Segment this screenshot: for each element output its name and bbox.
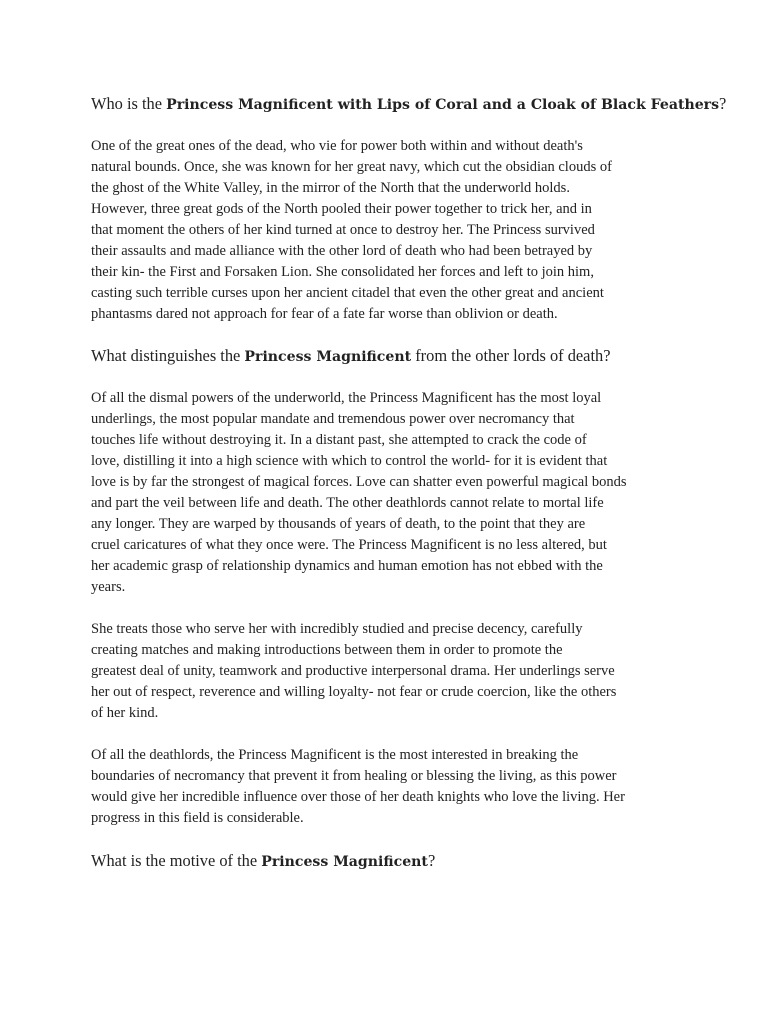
- paragraph-line: the ghost of the White Valley, in the mirror of the North that the underworld holds.: [91, 180, 570, 196]
- heading-who-is-prefix: Who is the: [91, 94, 167, 113]
- paragraph-origin: [91, 136, 691, 325]
- heading-distinguishes: [91, 345, 711, 368]
- heading-distinguishes-prefix: What distinguishes the: [91, 346, 245, 365]
- paragraph-line: progress in this field is considerable.: [91, 810, 304, 826]
- paragraph-line: their assaults and made alliance with the other lord of death who had been betrayed by: [91, 243, 593, 259]
- heading-who-is-suffix: ?: [719, 94, 727, 113]
- paragraph-line: love is by far the strongest of magical forces. Love can shatter even powerful magical bonds: [91, 474, 627, 490]
- paragraph-line: her out of respect, reverence and willing loyalty- not fear or crude coercion, like the others: [91, 684, 617, 700]
- heading-motive-suffix: ?: [427, 851, 436, 870]
- paragraph-line: her academic grasp of relationship dynamics and human emotion has not ebbed with the: [91, 558, 603, 574]
- paragraph-line: Of all the dismal powers of the underworld, the Princess Magnificent has the most loyal: [91, 390, 602, 406]
- heading-motive-prefix: What is the motive of the: [91, 851, 262, 870]
- paragraph-line: cruel caricatures of what they once were. The Princess Magnificent is no less altered, but: [91, 537, 607, 553]
- paragraph-necromancy: [91, 745, 691, 829]
- heading-distinguishes-suffix: from the other lords of death?: [411, 346, 611, 365]
- heading-motive-name: Princess Magnificent: [261, 854, 428, 870]
- paragraph-line: boundaries of necromancy that prevent it from healing or blessing the living, as this power: [91, 768, 617, 784]
- paragraph-line: touches life without destroying it. In a distant past, she attempted to crack the code of: [91, 432, 587, 448]
- paragraph-line: Of all the deathlords, the Princess Magnificent is the most interested in breaking the: [91, 747, 579, 763]
- paragraph-line: However, three great gods of the North pooled their power together to trick her, and in: [91, 201, 592, 217]
- paragraph-powers: [91, 388, 691, 598]
- paragraph-servants: [91, 619, 691, 724]
- paragraph-line: would give her incredible influence over those of her death knights who love the living. Her: [91, 789, 625, 805]
- paragraph-line: of her kind.: [91, 705, 159, 721]
- paragraph-line: greatest deal of unity, teamwork and productive interpersonal drama. Her underlings serve: [91, 663, 615, 679]
- paragraph-line: creating matches and making introductions between them in order to promote the: [91, 642, 563, 658]
- paragraph-line: casting such terrible curses upon her ancient citadel that even the other great and ancient: [91, 285, 604, 301]
- paragraph-line: and part the veil between life and death. The other deathlords cannot relate to mortal life: [91, 495, 604, 511]
- paragraph-line: any longer. They are warped by thousands of years of death, to the point that they are: [91, 516, 586, 532]
- paragraph-line: She treats those who serve her with incredibly studied and precise decency, carefully: [91, 621, 583, 637]
- heading-who-is-name: Princess Magnificent with Lips of Coral and a Cloak of Black Feathers: [166, 97, 720, 113]
- heading-who-is: [91, 93, 727, 116]
- paragraph-line: underlings, the most popular mandate and tremendous power over necromancy that: [91, 411, 575, 427]
- paragraph-line: love, distilling it into a high science with which to control the world- for it is evident that: [91, 453, 608, 469]
- paragraph-line: their kin- the First and Forsaken Lion. She consolidated her forces and left to join him,: [91, 264, 594, 280]
- paragraph-line: years.: [91, 579, 126, 595]
- heading-motive: [91, 850, 711, 873]
- heading-distinguishes-name: Princess Magnificent: [244, 349, 412, 365]
- paragraph-line: One of the great ones of the dead, who vie for power both within and without death's: [91, 138, 583, 154]
- paragraph-line: phantasms dared not approach for fear of a fate far worse than oblivion or death.: [91, 306, 558, 322]
- paragraph-line: natural bounds. Once, she was known for her great navy, which cut the obsidian clouds of: [91, 159, 612, 175]
- paragraph-line: that moment the others of her kind turned at once to destroy her. The Princess survived: [91, 222, 595, 238]
